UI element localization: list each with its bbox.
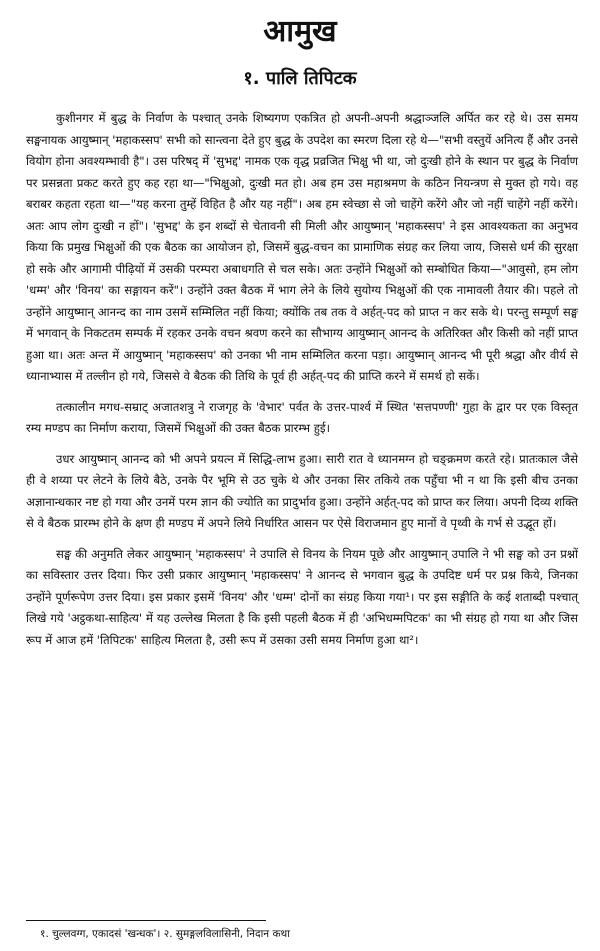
paragraph-1: कुशीनगर में बुद्ध के निर्वाण के पश्चात् उनके शिष्यगण एकत्रित हो अपनी-अपनी श्रद्धाञ्जलि अर्पित कर रहे थे। उस समय सङ्घनायक आयुष्मान् 'महाकस्सप' सभी को सान्त्वना देते हुए बुद्ध के उपदेश का स्मरण दिला रहे थे—"सभी वस्तुयें अनित्य हैं और उनसे वियोग होना अवश्यम्भावी है"। उस परिषद् में 'सुभद्द' नामक एक वृद्ध प्रव्रजित भिक्षु भी था, जो दुःखी होने के स्थान पर बुद्ध के निर्वाण पर प्रसन्नता प्रकट करते हुए कह रहा था—"भिक्षुओ, दुःखी मत हो। अब हम उस महाश्रमण के कठिन नियन्त्रण से मुक्त हो गये। वह बराबर कहता रहता था—"यह करना तुम्हें विहित है और यह नहीं"। अब हम स्वेच्छा से जो चाहेंगे करेंगे और जो नहीं चाहेंगे नहीं करेंगे। अतः आप लोग दुःखी न हों"। 'सुभद्द' के इन शब्दों से चेतावनी सी मिली और आयुष्मान् 'महाकस्सप' ने इस आवश्यकता का अनुभव किया कि प्रमुख भिक्षुओं की एक बैठक का आयोजन हो, जिसमें बुद्ध-वचन का प्रामाणिक संग्रह कर लिया जाय, जिससे धर्म की सुरक्षा हो सके और आगामी पीढ़ियों में उसकी परम्परा अबाधगति से चल सके। अतः उन्होंने भिक्षुओं को सम्बोधित किया—"आवुसो, हम लोग 'धम्म' और 'विनय' का सङ्गायन करें"। उन्होंने उक्त बैठक में भाग लेने के लिये सुयोग्य भिक्षुओं की एक नामावली तैयार की। पहले तो उन्होंने आयुष्मान् आनन्द का नाम उसमें सम्मिलित नहीं किया; क्योंकि तब तक वे अर्हत्-पद को प्राप्त न कर सके थे। परन्तु सम्पूर्ण सङ्घ में भगवान् के निकटतम सम्पर्क में रहकर उनके वचन श्रवण करने का सौभाग्य आयुष्मान् आनन्द के अतिरिक्त और किसी को नहीं प्राप्त हुआ था। अतः अन्त में आयुष्मान् 'महाकस्सप' को उनका भी नाम सम्मिलित करना पड़ा। आयुष्मान् आनन्द भी पूरी श्रद्धा और वीर्य से ध्यानाभ्यास में तल्लीन हो गये, जिससे वे बैठक की तिथि के पूर्व ही अर्हत्-पद की प्राप्ति करने में समर्थ हो सकें।: [26, 111, 578, 383]
body-text: [26, 108, 578, 660]
footnotes: १. चुल्लवग्ग, एकादसं 'खन्धक'। २. सुमङ्गलविलासिनी, निदान कथा: [40, 928, 290, 940]
section-heading: १. पालि तिपिटक: [243, 68, 357, 89]
paragraph-4: सङ्घ की अनुमति लेकर आयुष्मान् 'महाकस्सप' ने उपालि से विनय के नियम पूछे और आयुष्मान् उपालि ने भी सङ्घ को उन प्रश्नों का सविस्तार उत्तर दिया। फिर उसी प्रकार आयुष्मान् 'महाकस्सप' ने आनन्द से भगवान बुद्ध के उपदिष्ट धर्म पर प्रश्न किये, जिनका उन्होंने पूर्णरूपेण उत्तर दिया। इस प्रकार इसमें 'विनय' और 'धम्म' दोनों का संग्रह किया गया¹। पर इस सङ्गीति के कई शताब्दी पश्चात् लिखे गये 'अट्ठकथा-साहित्य' में यह उल्लेख मिलता है कि इसी पहली बैठक में ही 'अभिधम्मपिटक' का भी संग्रह हो गया था और जिस रूप में आज हमें 'तिपिटक' साहित्य मिलता है, उसी रूप में उसका उसी समय निर्माण हुआ था²।: [26, 546, 578, 647]
footnote-divider: [26, 920, 266, 921]
paragraph-3: उधर आयुष्मान् आनन्द को भी अपने प्रयत्न में सिद्धि-लाभ हुआ। सारी रात वे ध्यानमग्न हो चङ्क्रमण करते रहे। प्रातःकाल जैसे ही वे शय्या पर लेटने के लिये बैठे, उनके पैर भूमि से उठ चुके थे और उनका सिर तकिये तक पहुँचा भी न था कि इसी बीच उनका अज्ञानान्धकार नष्ट हो गया और उनमें परम ज्ञान की ज्योति का प्रादुर्भाव हुआ। उन्होंने अर्हत्-पद को प्राप्त कर लिया। अपनी दिव्य शक्ति से वे बैठक प्रारम्भ होने के क्षण ही मण्डप में अपने लिये निर्धारित आसन पर ऐसे विराजमान हुए मानों वे पृथ्वी के गर्भ से उद्भूत हों।: [26, 451, 578, 530]
paragraph-2: तत्कालीन मगध-सम्राट् अजातशत्रु ने राजगृह के 'वेभार' पर्वत के उत्तर-पार्श्व में स्थित 'सत्तपण्णी' गुहा के द्वार पर एक विस्तृत रम्य मण्डप का निर्माण कराया, जिसमें भिक्षुओं की उक्त बैठक प्रारम्भ हुई।: [26, 399, 578, 435]
page-title: आमुख: [263, 14, 337, 49]
